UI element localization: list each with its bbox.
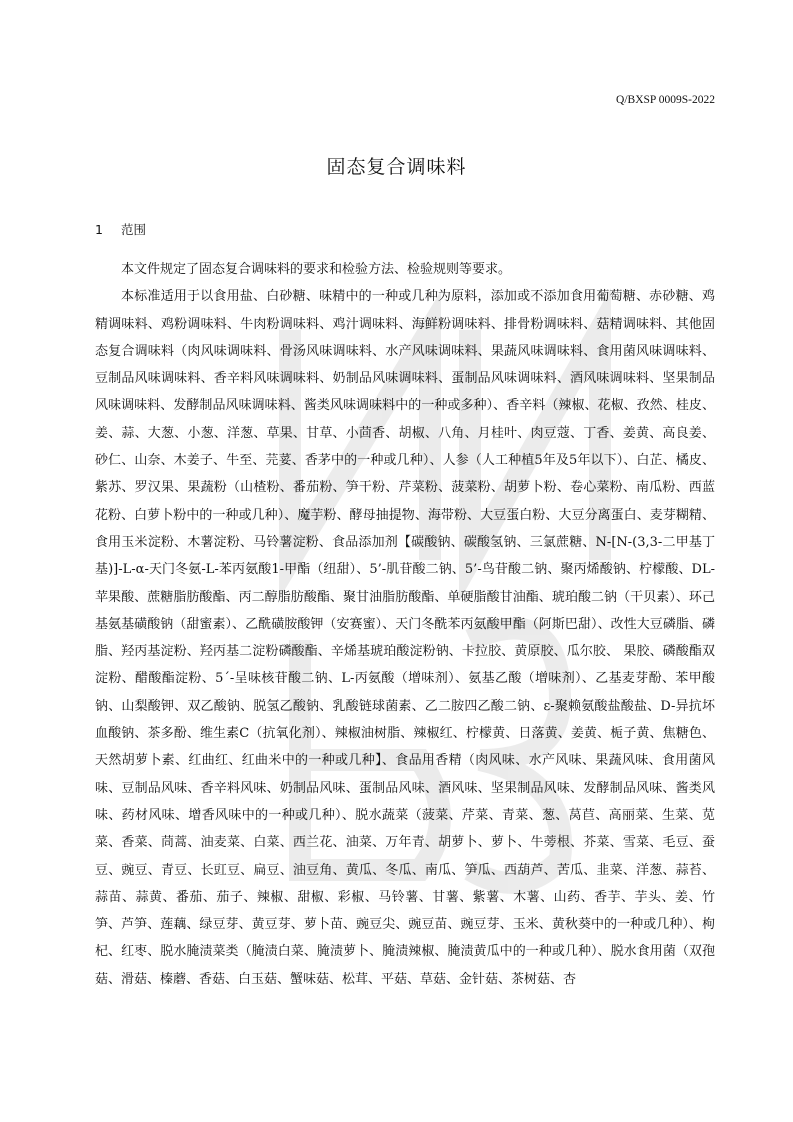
section-title: 范围 bbox=[121, 222, 147, 237]
section-number: 1 bbox=[95, 222, 103, 237]
paragraph: 本标准适用于以食用盐、白砂糖、味精中的一种或几种为原料，添加或不添加食用葡萄糖、赤砂糖、鸡精调味料、鸡粉调味料、牛肉粉调味料、鸡汁调味料、海鲜粉调味料、排骨粉调味料、菇精调味料、其他固态复合调味料（肉风味调味料、骨汤风味调味料、水产风味调味料、果蔬风味调味料、食用菌风味调味料、豆制品风味调味料、香辛料风味调味料、奶制品风味调味料、蛋制品风味调味料、酒风味调味料、坚果制品风味调味料、发酵制品风味调味料、酱类风味调味料中的一种或多种）、香辛料（辣椒、花椒、孜然、桂皮、姜、蒜、大葱、小葱、洋葱、草果、甘草、小茴香、胡椒、八角、月桂叶、肉豆蔻、丁香、姜黄、高良姜、砂仁、山奈、木姜子、牛至、芫荽、香茅中的一种或几种）、人参（人工种植5年及5年以下）、白芷、橘皮、紫苏、罗汉果、果蔬粉（山楂粉、番茄粉、笋干粉、芹菜粉、菠菜粉、胡萝卜粉、卷心菜粉、南瓜粉、西蓝花粉、白萝卜粉中的一种或几种）、魔芋粉、酵母抽提物、海带粉、大豆蛋白粉、大豆分离蛋白、麦芽糊精、食用玉米淀粉、木薯淀粉、马铃薯淀粉、食品添加剂【碳酸钠、碳酸氢钠、三氯蔗糖、N-[N-(3,3-二甲基丁基)]-L-α-天门冬氨-L-苯丙氨酸1-甲酯（纽甜）、5’-肌苷酸二钠、5’-鸟苷酸二钠、聚丙烯酸钠、柠檬酸、DL-苹果酸、蔗糖脂肪酸酯、丙二醇脂肪酸酯、聚甘油脂肪酸酯、单硬脂酸甘油酯、琥珀酸二钠（干贝素）、环己基氨基磺酸钠（甜蜜素）、乙酰磺胺酸钾（安赛蜜）、天门冬酰苯丙氨酸甲酯（阿斯巴甜）、改性大豆磷脂、磷脂、羟丙基淀粉、羟丙基二淀粉磷酸酯、辛烯基琥珀酸淀粉钠、卡拉胶、黄原胶、瓜尔胶、 果胶、磷酸酯双淀粉、醋酸酯淀粉、5´-呈味核苷酸二钠、L-丙氨酸（增味剂）、氨基乙酸（增味剂）、乙基麦芽酚、苯甲酸钠、山梨酸钾、双乙酸钠、脱氢乙酸钠、乳酸链球菌素、乙二胺四乙酸二钠、ε-聚赖氨酸盐酸盐、D-异抗坏血酸钠、茶多酚、维生素C（抗氧化剂）、辣椒油树脂、辣椒红、柠檬黄、日落黄、姜黄、栀子黄、焦糖色、天然胡萝卜素、红曲红、红曲米中的一种或几种】、食品用香精（肉风味、水产风味、果蔬风味、食用菌风味、豆制品风味、香辛料风味、奶制品风味、蛋制品风味、酒风味、坚果制品风味、发酵制品风味、酱类风味、药材风味、增香风味中的一种或几种）、脱水蔬菜（菠菜、芹菜、青菜、葱、莴苣、高丽菜、生菜、苋菜、香菜、茼蒿、油麦菜、白菜、西兰花、油菜、万年青、胡萝卜、萝卜、牛蒡根、芥菜、雪菜、毛豆、蚕豆、豌豆、青豆、长豇豆、扁豆、油豆角、黄瓜、冬瓜、南瓜、笋瓜、西葫芦、苦瓜、韭菜、洋葱、蒜苔、蒜苗、蒜黄、番茄、茄子、辣椒、甜椒、彩椒、马铃薯、甘薯、紫薯、木薯、山药、香芋、芋头、姜、竹笋、芦笋、莲藕、绿豆芽、黄豆芽、萝卜苗、豌豆尖、豌豆苗、豌豆芽、玉米、黄秋葵中的一种或几种）、枸杞、红枣、脱水腌渍菜类（腌渍白菜、腌渍萝卜、腌渍辣椒、腌渍黄瓜中的一种或几种）、脱水食用菌（双孢菇、滑菇、榛蘑、香菇、白玉菇、蟹味菇、松茸、平菇、草菇、金针菇、茶树菇、杏 bbox=[95, 289, 715, 987]
paragraph: 本文件规定了固态复合调味料的要求和检验方法、检验规则等要求。 bbox=[121, 262, 512, 277]
section-heading bbox=[95, 220, 146, 238]
document-body bbox=[95, 256, 715, 993]
document-code: Q/BXSP 0009S-2022 bbox=[616, 94, 715, 106]
document-title: 固态复合调味料 bbox=[326, 156, 467, 178]
